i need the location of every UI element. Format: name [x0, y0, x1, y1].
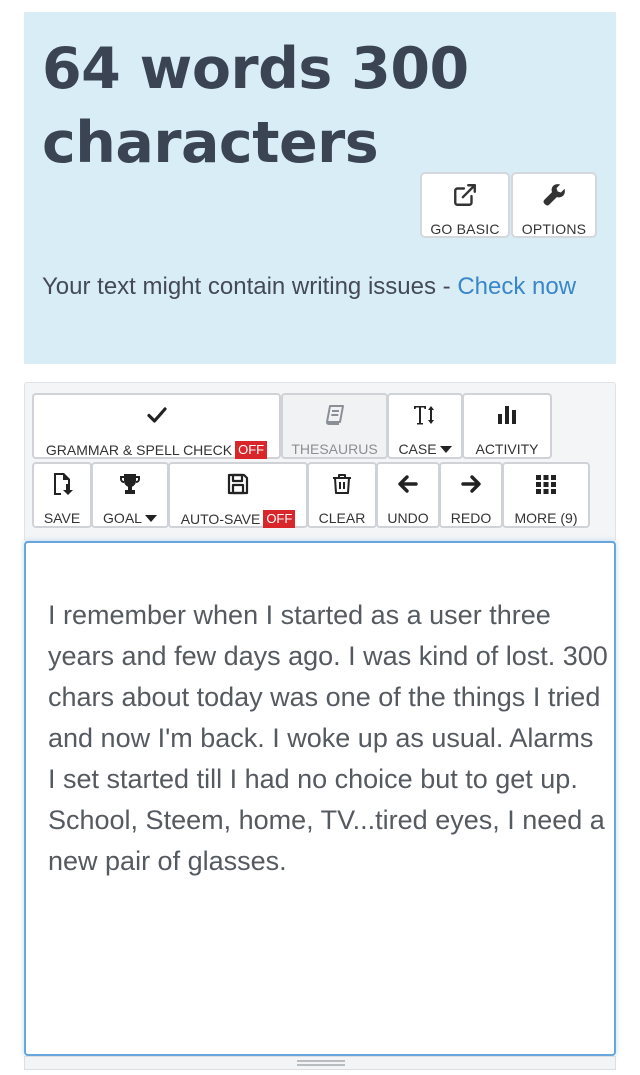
case-dropdown-button[interactable]: [387, 393, 463, 459]
options-button[interactable]: [511, 172, 597, 238]
editor-resize-handle[interactable]: [24, 1056, 616, 1070]
book-icon: [323, 403, 347, 432]
grammar-spell-check-button[interactable]: [32, 393, 281, 459]
check-now-link[interactable]: Check now: [457, 273, 577, 300]
issues-text: Your text might contain writing issues -: [42, 273, 458, 300]
arrow-left-icon: [396, 472, 420, 501]
wrench-icon: [541, 182, 567, 213]
auto-save-label: AUTO-SAVE: [180, 511, 261, 527]
clear-button[interactable]: [307, 462, 377, 528]
text-editor[interactable]: [24, 541, 616, 1056]
save-button[interactable]: [32, 462, 92, 528]
undo-button[interactable]: [376, 462, 440, 528]
bar-chart-icon: [495, 403, 519, 432]
grid-icon: [534, 472, 558, 501]
writing-issues-notice: [42, 268, 602, 305]
grammar-label: GRAMMAR & SPELL CHECK: [45, 442, 233, 458]
word-count-panel: [24, 12, 616, 364]
checkmark-icon: [145, 403, 169, 432]
auto-save-button[interactable]: [168, 462, 308, 528]
clear-label: CLEAR: [318, 510, 366, 526]
options-label: OPTIONS: [521, 221, 587, 237]
external-link-icon: [452, 182, 478, 213]
editor-text-content[interactable]: I remember when I started as a user three years and few days ago. I was kind of lost. 300 chars about today was one of the things I tried and now I'm back. I woke up as usual. Alarms I set started till I had no choice but to get up. School, Steem, home, TV...tired eyes, I need a new pair of glasses.: [48, 600, 608, 876]
more-button[interactable]: [502, 462, 590, 528]
more-label: MORE (9): [514, 510, 578, 526]
editor-toolbar: [24, 382, 616, 542]
go-basic-label: GO BASIC: [430, 221, 500, 237]
redo-button[interactable]: [439, 462, 503, 528]
activity-button[interactable]: [462, 393, 552, 459]
undo-label: UNDO: [387, 510, 429, 526]
goal-dropdown-button[interactable]: [91, 462, 169, 528]
grammar-off-badge: OFF: [235, 441, 267, 459]
trash-icon: [330, 472, 354, 501]
arrow-right-icon: [459, 472, 483, 501]
goal-label: GOAL: [103, 510, 142, 526]
redo-label: REDO: [450, 510, 492, 526]
grip-lines-icon: [297, 1060, 345, 1066]
text-height-icon: [413, 403, 437, 432]
save-label: SAVE: [43, 510, 81, 526]
word-character-count: 64 words 300 characters: [42, 36, 469, 176]
case-label: CASE: [398, 441, 437, 457]
activity-label: ACTIVITY: [475, 441, 539, 457]
save-file-icon: [50, 472, 74, 501]
auto-save-off-badge: OFF: [263, 510, 295, 528]
thesaurus-label: THESAURUS: [291, 441, 378, 457]
caret-down-icon: [440, 446, 452, 453]
go-basic-button[interactable]: [420, 172, 510, 238]
floppy-disk-icon: [226, 472, 250, 501]
thesaurus-button[interactable]: [281, 393, 388, 459]
trophy-icon: [118, 472, 142, 501]
caret-down-icon: [145, 515, 157, 522]
